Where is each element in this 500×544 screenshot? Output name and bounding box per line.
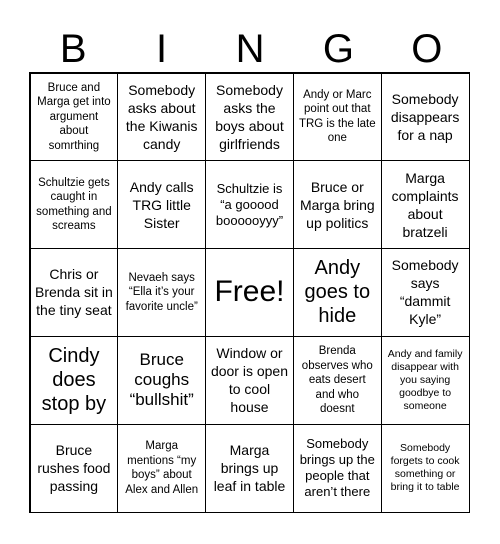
header-letter-b: B <box>59 27 87 71</box>
bingo-cell[interactable] <box>293 73 382 162</box>
cell-text: Nevaeh says “Ella it’s your favorite uncle” <box>125 271 198 313</box>
bingo-cell[interactable] <box>205 424 294 513</box>
cell-text: Andy goes to hide <box>304 257 371 328</box>
cell-text: Andy or Marc point out that TRG is the late one <box>298 88 376 145</box>
cell-text: Cindy does stop by <box>41 345 107 416</box>
bingo-cell[interactable] <box>293 160 382 249</box>
bingo-cell[interactable] <box>381 424 470 513</box>
cell-text: Marga brings up leaf in table <box>213 442 286 495</box>
bingo-cell[interactable] <box>30 424 119 513</box>
header-letter-i: I <box>156 27 168 71</box>
bingo-cell[interactable] <box>381 336 470 425</box>
bingo-cell[interactable] <box>293 248 382 337</box>
cell-text: Bruce rushes food passing <box>37 442 111 495</box>
bingo-cell[interactable] <box>381 160 470 249</box>
cell-text: Marga mentions “my boys” about Alex and Allen <box>125 440 199 496</box>
cell-text: Bruce and Marga get into argument about somrthing <box>37 81 111 152</box>
cell-text: Brenda observes who eats desert and who doesnt <box>301 345 373 416</box>
bingo-cell[interactable] <box>30 336 119 425</box>
cell-text: Schultzie gets caught in something and screams <box>36 176 112 233</box>
bingo-cell[interactable] <box>117 73 206 162</box>
cell-text: Somebody brings up the people that aren’t there <box>299 436 375 500</box>
bingo-cell[interactable] <box>30 73 119 162</box>
cell-text: Andy calls TRG little Sister <box>129 178 194 231</box>
bingo-cell[interactable] <box>381 248 470 337</box>
cell-text: Andy and family disappear with you saying goodbye to someone <box>387 347 463 412</box>
bingo-cell[interactable] <box>117 336 206 425</box>
bingo-cell[interactable] <box>381 73 470 162</box>
cell-text: Bruce or Marga bring up politics <box>299 178 375 231</box>
bingo-grid <box>29 72 470 513</box>
cell-text: Somebody asks about the Kiwanis candy <box>125 81 198 152</box>
free-space-cell[interactable] <box>205 248 294 337</box>
cell-text: Somebody forgets to cook something or bring it to table <box>390 442 460 494</box>
bingo-cell[interactable] <box>30 160 119 249</box>
cell-text: Somebody says “dammit Kyle” <box>391 257 459 328</box>
bingo-cell[interactable] <box>117 160 206 249</box>
cell-text: Chris or Brenda sit in the tiny seat <box>34 266 113 319</box>
cell-text: Somebody disappears for a nap <box>390 90 460 143</box>
bingo-cell[interactable] <box>117 424 206 513</box>
cell-text: Somebody asks the boys about girlfriends <box>215 81 284 152</box>
bingo-cell[interactable] <box>293 336 382 425</box>
bingo-cell[interactable] <box>205 336 294 425</box>
cell-text: Bruce coughs “bullshit” <box>129 350 194 410</box>
header-letter-n: N <box>235 27 265 71</box>
header-letter-o: O <box>411 27 443 71</box>
bingo-cell[interactable] <box>117 248 206 337</box>
bingo-header <box>29 26 471 72</box>
cell-text: Schultzie is “a gooood boooooyyy” <box>215 180 284 228</box>
header-letter-g: G <box>322 27 354 71</box>
bingo-cell[interactable] <box>30 248 119 337</box>
cell-text: Window or door is open to cool house <box>210 345 289 416</box>
free-space-text: Free! <box>214 275 285 309</box>
cell-text: Marga complaints about bratzeli <box>391 169 459 240</box>
bingo-cell[interactable] <box>205 160 294 249</box>
bingo-cell[interactable] <box>293 424 382 513</box>
bingo-cell[interactable] <box>205 73 294 162</box>
